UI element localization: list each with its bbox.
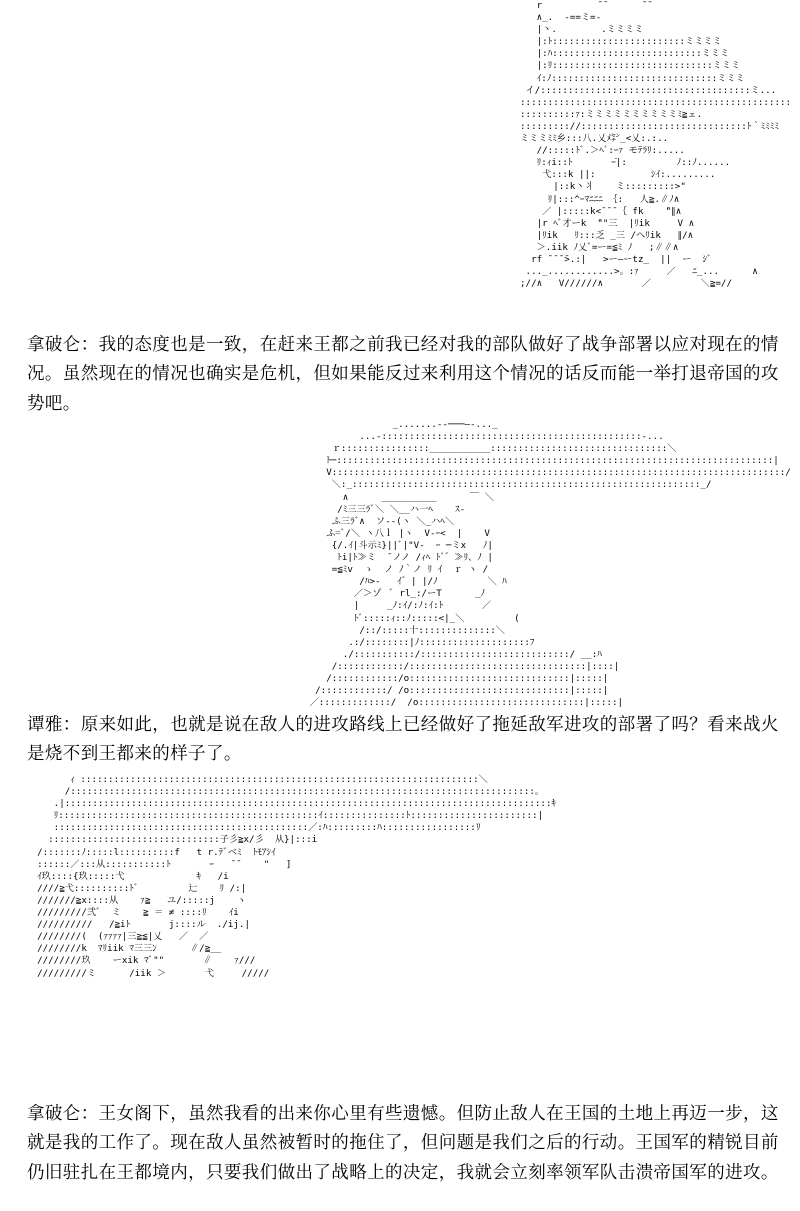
speaker-name: 拿破仑：	[27, 335, 99, 355]
dialogue-text: 原来如此，也就是说在敌人的进攻路线上已经做好了拖延敌军进攻的部署了吗？看来战火是烧不到王都来的样子了。	[27, 715, 779, 765]
dialogue-line-napoleon-1	[27, 331, 787, 419]
dialogue-line-tanya	[27, 711, 787, 770]
dialogue-line-napoleon-2	[27, 1100, 787, 1188]
speaker-name: 拿破仑：	[27, 1104, 99, 1124]
character-ascii-art-tanya: _.......--───―-..._ ...-:::::::::::::::::::::::::::::::::::::::::::::::-... ｒ::::::::::::::::___________::::::::::::::::::::::::::::::::＼ ﾄ─:::::::::::::::::::::::::::::::::::::::::::::::::::::::::::::::::::::::::::::::| V::::::::::::::::::::::::::::::::::::::::::::::::::::::::::::::::::::::::::::::::::/ ＼:_:::::::::::::::::::::::::::::::::::::::::::::::::::::::::::::::_/ ∧ __________ ￣ ＼ /ﾐ三三ﾗﾞ＼ ＼__ハ一ﾍ ｽ- ふ三ﾗﾞ∧ ソ--(ヽ ＼_ハﾍ＼ ふ=ﾞ/＼ ヽ八ｌ |ヽ V-ｰ< | V {/.ｲ|斗示ﾐ}||ﾞ|"V- ｰ ─ミx ﾉ| ﾄi|ﾄ≫ミ ̄ ノノ /ｨﾍ ﾄﾞ゛≫ﾘ、ﾉ | =≦ﾐv ゝ ノ ﾉ｀ノ ﾘ ｲ ｒ ヽ / /ﾊ>- ｲ゛| |/ﾉ ＼ ﾊ ／＞ゾ ﾞ rl_:/ーT _ﾉ | _ﾉ:ｲ/:ﾉ:ｲ:ﾄ ／ ﾄﾞ:::::ｨ::ﾉ:::::<|_＼ ( /::/:::::十::::::::::::::＼ .:/::::::::|ﾉ::::::::::::::::::::ﾌ ./:::::::::::/:::::::::::::::::::::::::::/ __:ﾊ /::::::::::::/::::::::::::::::::::::::::::::::|::::| /::::::::::::/o:::::::::::::::::::::::::::::|:::::| /::::::::::::/ /o:::::::::::::::::::::::::::::|:::::| ／:::::::::::::/ /o::::::::::::::::::::::::::::::|:::::|	[309, 419, 791, 709]
dialogue-text: 王女阁下，虽然我看的出来你心里有些遗憾。但防止敌人在王国的土地上再迈一步，这就是我的工作了。现在敌人虽然被暂时的拖住了，但问题是我们之后的行动。王国军的精锐目前仍旧驻扎在王都境内，只要我们做出了战略上的决定，我就会立刻率领军队击溃帝国军的进攻。	[27, 1104, 779, 1183]
character-ascii-art-napoleon-top: r ̄ ̄ ̄ ̄ ∧_. -==ミ=- |丶. .ミミミミ |:ﾄ::::::::::::::::::::::::ミミミミ |:ﾊ:::::::::::::::::::::::::::ミミミ |:ﾘ:::::::::::::::::::::::::::::ミミミ ｲ:ﾉ::::::::::::::::::::::::::::::ミミミ イ/::::::::::::::::::::::::::::::::::::::ミ... ::::::::::::::::::::::::::::::::::::::::::::::::: ::::::::::ｧ:ミミミミミミミミミミﾐ≧ェ. ::::::::://::::::::::::::::::::::::::::::ﾄ｀ﾐﾐﾐﾐ ミミミﾐﾐ乡:::八.乂ﾒ㌢_<乂:.:.. //:::::ﾄﾞ.＞ﾍﾞ:ｰｧ モﾃﾗﾘ:..... ﾘ:ｨi::ﾄ ｰ̄|: ﾉ::ﾉ...... 弋:::k ||: ｼｲ:......... |::k丶丬 ミ:::::::::>" ﾘ|:::^ｰﾏﾆﾆﾆ ｛: 人≧.∥ﾉ∧ ／ |:::::k<¯¯¯｛ fk ̄"∥∧ |r ﾍﾞ才ーk ̄""三 |ﾘik V ∧ |ﾘik ﾘ:::乏 _三 /へﾘik ∥/∧ ＞.iik ﾉ乂ﾞ=ー=≦ﾐ ﾉ ;∥∥∧ rf ̄ ̄ ̄ ̄>.:| >ー―ーtz_ || ー ｼﾞ ..._............>。:ｧ ／ ﾆ_... ∧ ;//∧ V//////∧ ／ ＼≧=//	[520, 0, 792, 290]
speaker-name: 谭雅：	[27, 715, 81, 735]
dialogue-text: 我的态度也是一致，在赶来王都之前我已经对我的部队做好了战争部署以应对现在的情况。虽然现在的情况也确实是危机，但如果能反过来利用这个情况的话反而能一举打退帝国的攻势吧。	[27, 335, 779, 414]
character-ascii-art-napoleon-bottom: ｨ ::::::::::::::::::::::::::::::::::::::::::::::::::::::::::::::::::::::::＼ /::::::::::::::::::::::::::::::::::::::::::::::::::::::::::::::::::::::::::::::::::::。 .|::::::::::::::::::::::::::::::::::::::::::::::::::::::::::::::::::::::::::::::::::::::::ｷ ﾘ:::::::::::::::::::::::::::::::::::::::::::::::ｲ:::::::::::::::ﾄ:::::::::::::::::::::::| ::::::::::::::::::::::::::::::::::::::::::::::／:ﾊ:::::::::ﾊ:::::::::::::::::ﾘ :::::::::::::::::::::::::::::::子彡≧x/彡 从}|:::i /:::::::ﾉ:::::l::::::::::f t r.ﾃﾞベﾐ ﾄﾓｱｼｲ ::::::／:::从:::::::::::ﾄ ｰ ̄ ̄ " ] ｲ玖::::{玖:::::弋 ｷ /i ////≧弋::::::::::ﾄﾞ 辷 ﾘ /:| ///////≧x::::从 ｧ≧ ユ/:::::j ヽ /////////弐ﾞ ミ ≧ ＝ ≠ ::::ﾘ ｲi ////////// /≧iﾄ j::::ル ./ij.| ////////( (ｧｧｧｧ|三≧≦|乂 ／ ／ ////////k ﾏﾘiik ﾏ三三ﾝ ∥/≧__ ////////玖 ーxik ﾏﾞ"" ∥ ｧ/// /////////ミ /iik ＞ 弋 /////	[37, 774, 557, 979]
